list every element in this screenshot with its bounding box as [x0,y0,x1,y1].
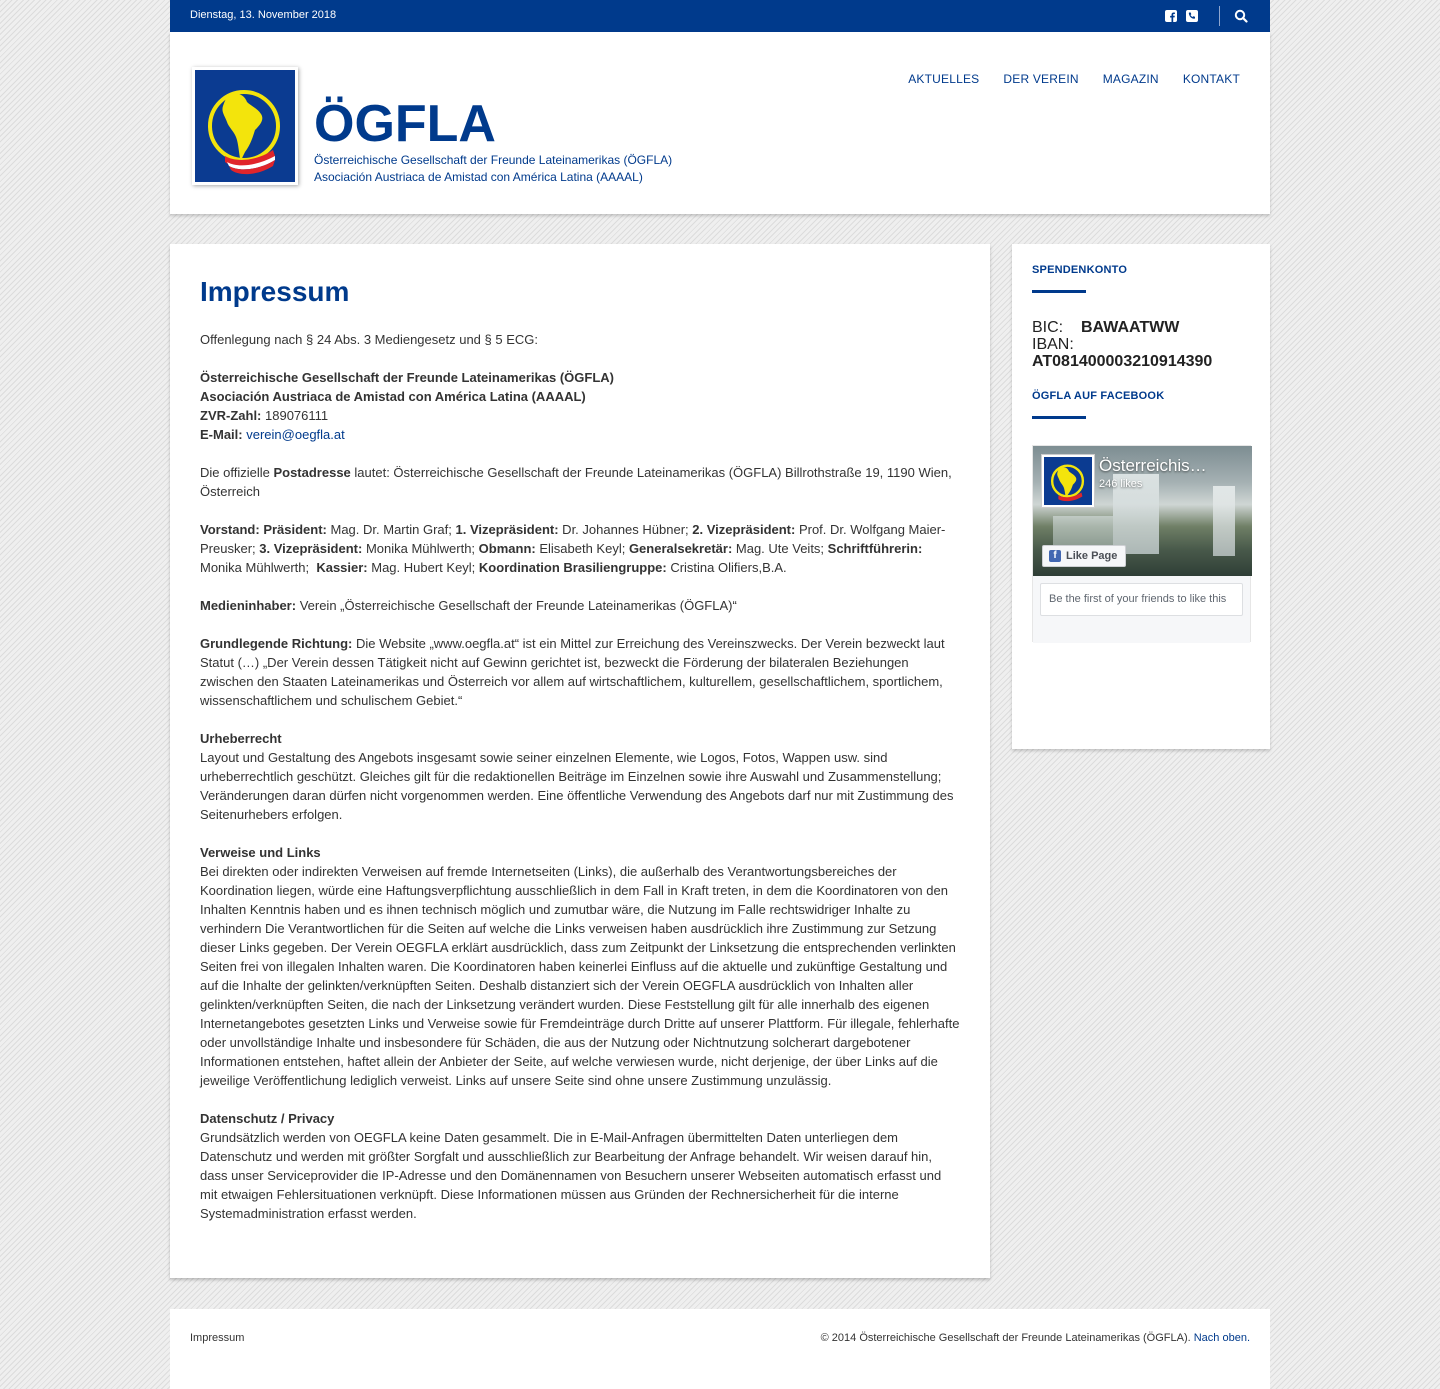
facebook-cover-photo[interactable] [1033,446,1252,576]
board-person: Prof. Dr. Wolfgang Maier-Preusker; [200,522,946,556]
bic-value: BAWAATWW [1081,319,1180,336]
brand-name: ÖGFLA [314,95,496,153]
nav-item-aktuelles[interactable]: AKTUELLES [908,72,980,86]
facebook-plugin-footer [1033,576,1250,643]
media-owner-label: Medieninhaber: [200,598,297,613]
search-icon[interactable] [1234,9,1248,23]
board-person: Mag. Hubert Keyl; [367,560,479,575]
links-section [200,843,960,1090]
widget-divider [1032,416,1086,419]
copyright-heading: Urheberrecht [200,731,282,746]
facebook-friends-text: Be the first of your friends to like this [1040,583,1243,616]
board-role: Obmann: [478,541,536,556]
copyright-text: Layout und Gestaltung des Angebots insgesamt sowie seiner einzelnen Elemente, wie Logos, Fotos, Wappen usw. sind urheberrechtlich geschützt. Gleiches gilt für die redaktionellen Beiträge im Einzelnen sowie ihre Auswahl und Zusammenstellung; Veränderungen daran dürfen nicht vorgenommen werden. Eine öffentliche Verwendung des Angebots darf nur mit Zustimmung des Seitenurhebers erfolgen. [200,750,954,822]
postal-address-text: lautet: Österreichische Gesellschaft der Freunde Lateinamerikas (ÖGFLA) Billrothstraße 19, 1190 Wien, Österreich [200,465,952,499]
cover-waterfall [1213,486,1235,556]
bank-details [1032,319,1250,370]
nav-item-kontakt[interactable]: KONTAKT [1182,72,1240,86]
facebook-like-page-button[interactable] [1042,545,1126,567]
page-title: Impressum [200,276,350,307]
board-role: Vorstand: Präsident: [200,522,327,537]
nav-item-der-verein[interactable]: DER VEREIN [1003,72,1079,86]
brand-block [314,96,672,186]
facebook-page-avatar[interactable] [1041,454,1095,508]
email-label: E-Mail: [200,427,243,442]
links-heading: Verweise und Links [200,845,321,860]
main-content [170,244,990,1278]
brand-subtitle-de: Österreichische Gesellschaft der Freunde Lateinamerikas (ÖGFLA) [314,153,673,167]
site-header [170,32,1270,214]
postal-prefix: Die offizielle [200,465,274,480]
facebook-icon: f [1049,550,1061,562]
zvr-value: 189076111 [261,408,329,423]
board-role: 3. Vizepräsident: [259,541,363,556]
widget-divider [1032,290,1086,293]
site-logo[interactable] [192,67,298,185]
board-person: Cristina Olifiers,B.A. [666,560,787,575]
email-link[interactable]: verein@oegfla.at [246,427,345,442]
privacy-text: Grundsätzlich werden von OEGFLA keine Daten gesammelt. Die in E-Mail-Anfragen übermittelten Daten unterliegen dem Datenschutz und werden mit größter Sorgfalt und ausschließlich zur Bearbeitung der Anfrage behandelt. Wir weisen darauf hin, dass unser Serviceprovider die IP-Adresse und den Domänennamen von Besuchern unserer Webseiten automatisch erfasst und mit etwaigen Fehlersituationen verknüpft. Diese Informationen müssen aus Gründen der Rechnersicherheit für die interne Systemadministration erfasst werden. [200,1130,942,1221]
org-name-es: Asociación Austriaca de Amistad con América Latina (AAAAL) [200,389,586,404]
donation-widget-title: SPENDENKONTO [1032,264,1128,276]
site-footer [170,1309,1270,1389]
back-to-top-link[interactable]: Nach oben. [1193,1332,1250,1344]
board-role: Kassier: [316,560,368,575]
footer-impressum-link[interactable]: Impressum [190,1332,245,1344]
links-text: Bei direkten oder indirekten Verweisen auf fremde Internetseiten (Links), die außerhalb des Verantwortungsbereiches der Koordination liegen, würde eine Haftungsverpflichtung ausschließlich in dem Fall in Kraft treten, in dem die Koordinatoren von den Inhalten Kenntnis haben und es ihnen technisch möglich und zumutbar wäre, die Nutzung im Falle rechtswidriger Inhalte zu verhindern Die Verantwortlichen für die Seiten auf welche die Links verweisen haben ausdrücklich ihre Zustimmung zur Setzung dieser Links gegeben. Der Verein OEGFLA erklärt ausdrücklich, dass zum Zeitpunkt der Linksetzung die entsprechenden verlinkten Seiten frei von illegalen Inhalten waren. Die Koordinatoren haben keinerlei Einfluss auf die aktuelle und zukünftige Gestaltung und auf die Inhalte der gelinkten/verknüpften Seiten. Deshalb distanziert sich der Verein OEGFLA ausdrücklich von Inhalten aller gelinkten/verknüpften Seiten, die nach der Linksetzung verändert wurden. Diese Feststellung gilt für alle innerhalb des eigenen Internetangebotes gesetzten Links und Verweise sowie für Fremdeinträge durch Dritte auf unserer Plattform. Für illegale, fehlerhafte oder unvollständige Inhalte und insbesondere für Schäden, die aus der Nutzung oder Nichtnutzung solcherart dargebotener Informationen entstehen, haftet allein der Anbieter der Seite, auf welche verwiesen wurde, nicht derjenige, der über Links auf die jeweilige Veröffentlichung lediglich verweist. Links auf unsere Seite sind ohne unsere Zustimmung unzulässig. [200,864,960,1088]
board-role: Generalsekretär: [628,541,733,556]
phone-icon[interactable] [1186,10,1198,22]
basic-direction-value: Die Website „www.oegfla.at“ ist ein Mittel zur Erreichung des Vereinszwecks. Der Verein bezweckt laut Statut (…) „Der Verein dessen Tätigkeit nicht auf Gewinn gerichtet ist, bezweckt die Förderung der bilateralen Beziehungen zwischen den Staaten Lateinamerikas und Österreich vor allem auf wirtschaftlichem, kulturellem, gesellschaftlichem, sportlichem, wissenschaftlichem und schulischem Gebiet.“ [200,636,945,708]
top-bar-icons [1165,0,1270,32]
iban-label: IBAN: [1032,336,1074,353]
board-role: Koordination Brasiliengruppe: [478,560,667,575]
postal-label: Postadresse [273,465,351,480]
organization-details [200,368,960,444]
top-bar [170,0,1270,32]
zvr-label: ZVR-Zahl: [200,408,262,423]
disclosure-text: Offenlegung nach § 24 Abs. 3 Mediengesetz und § 5 ECG: [200,332,538,347]
current-date: Dienstag, 13. November 2018 [190,9,337,21]
board-members [200,520,960,577]
board-person: Monika Mühlwerth; [362,541,479,556]
main-nav [884,72,1240,86]
copyright-text: © 2014 Österreichische Gesellschaft der Freunde Lateinamerikas (ÖGFLA). [820,1332,1194,1344]
media-owner-value: Verein „Österreichische Gesellschaft der Freunde Lateinamerikas (ÖGFLA)“ [296,598,737,613]
iban-value: AT081400003210914390 [1032,353,1213,370]
like-page-label: Like Page [1066,550,1118,562]
privacy-heading: Datenschutz / Privacy [200,1111,335,1126]
board-role: 2. Vizepräsident: [692,522,796,537]
board-person: Mag. Dr. Martin Graf; [326,522,456,537]
privacy-section [200,1109,960,1223]
board-person: Mag. Ute Veits; [732,541,828,556]
media-owner [200,596,960,615]
sidebar [1012,244,1270,749]
facebook-widget-title: ÖGFLA AUF FACEBOOK [1032,390,1165,402]
board-role: 1. Vizepräsident: [455,522,559,537]
brand-subtitle-es: Asociación Austriaca de Amistad con América Latina (AAAAL) [314,170,643,184]
bic-label: BIC: [1032,319,1064,336]
facebook-icon[interactable] [1165,10,1177,22]
footer-copyright [821,1332,1250,1344]
facebook-page-name[interactable]: Österreichis… [1099,456,1207,475]
postal-address [200,463,960,501]
board-person: Elisabeth Keyl; [535,541,629,556]
nav-item-magazin[interactable]: MAGAZIN [1102,72,1159,86]
org-name-de: Österreichische Gesellschaft der Freunde Lateinamerikas (ÖGFLA) [200,370,614,385]
board-person: Dr. Johannes Hübner; [558,522,693,537]
facebook-page-plugin [1032,445,1251,642]
facebook-like-count: 246 likes [1099,478,1143,490]
board-role: Schriftführerin: [827,541,923,556]
board-person: Monika Mühlwerth; [200,541,926,575]
basic-direction [200,634,960,710]
basic-direction-label: Grundlegende Richtung: [200,636,353,651]
copyright-section [200,729,960,824]
top-bar-divider [1219,6,1220,26]
